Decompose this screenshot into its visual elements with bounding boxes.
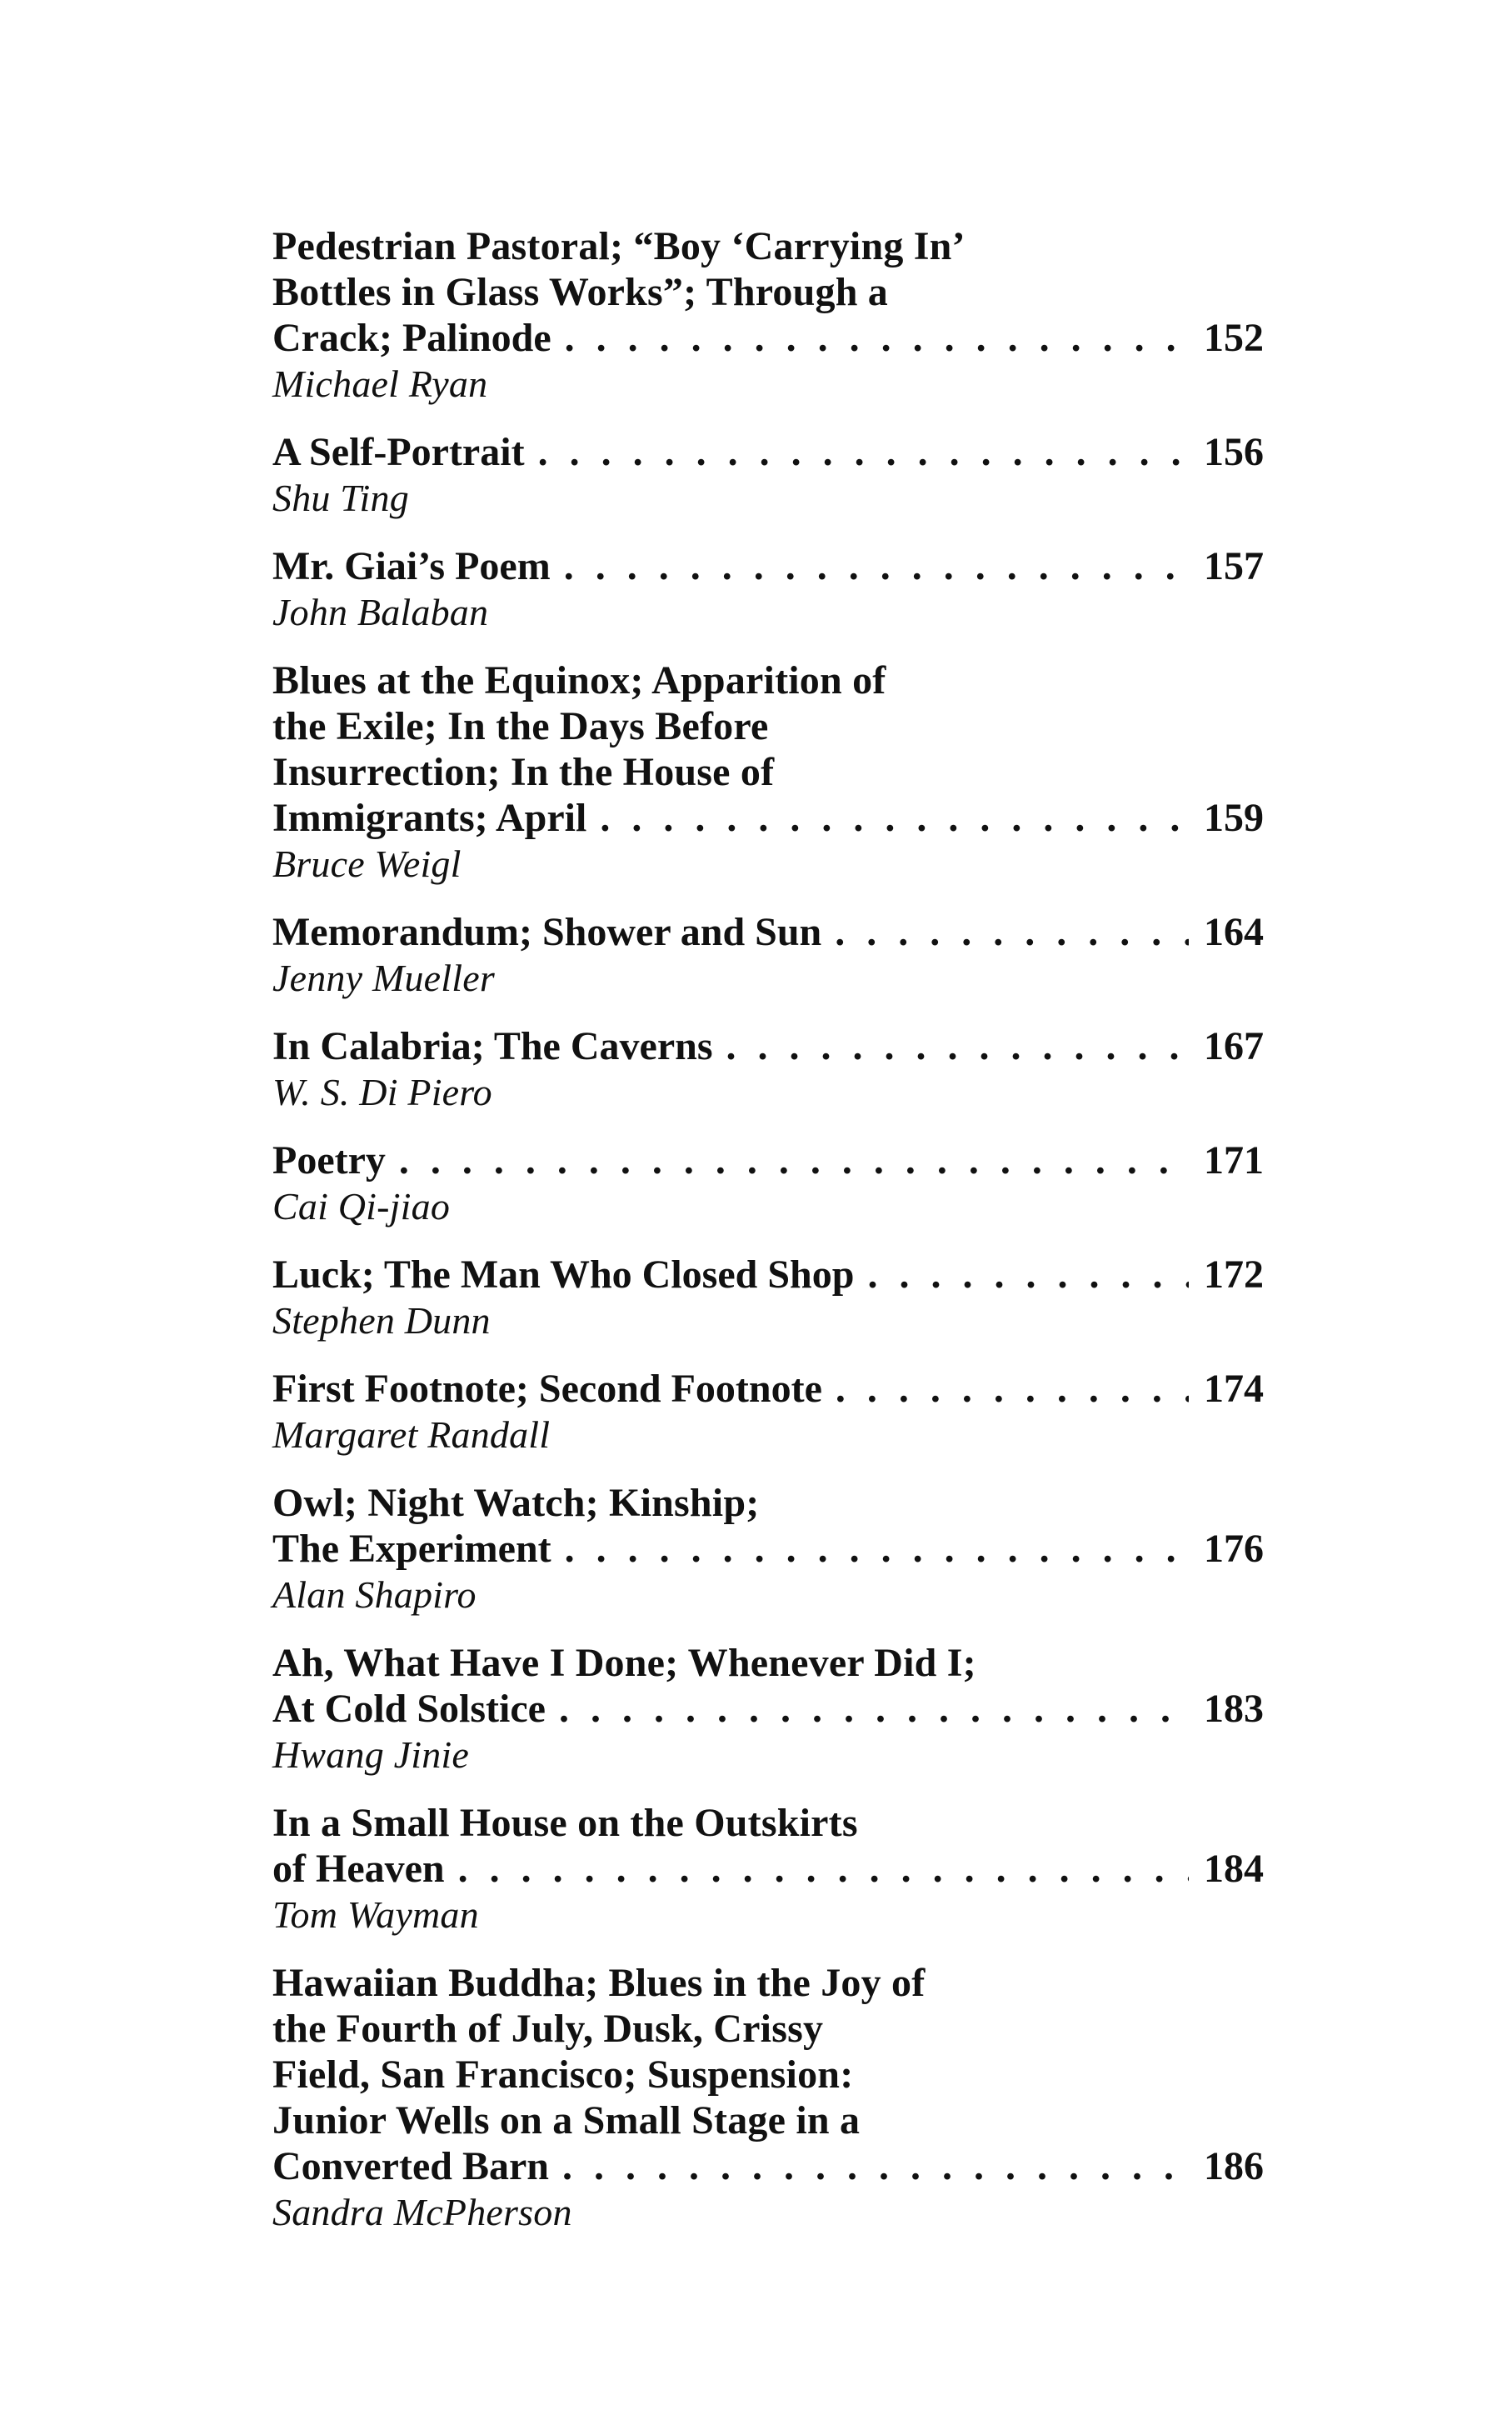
entry-title-line: Bottles in Glass Works”; Through a	[272, 270, 888, 314]
entry-title-final-line	[272, 795, 1264, 841]
page-number: 164	[1204, 910, 1264, 954]
entry-title-final-line	[272, 2143, 1264, 2189]
entry-author: W. S. Di Piero	[272, 1071, 492, 1113]
entry-title-line: Pedestrian Pastoral; “Boy ‘Carrying In’	[272, 224, 966, 268]
entry-title-final-line	[272, 1023, 1264, 1069]
entry-title-line: Ah, What Have I Done; Whenever Did I;	[272, 1641, 976, 1685]
entry-title-text: First Footnote; Second Footnote	[272, 1367, 822, 1411]
dot-leader	[726, 1023, 1190, 1069]
dot-leader	[562, 2143, 1189, 2189]
entry-title-final-line	[272, 909, 1264, 955]
page-number: 157	[1204, 544, 1264, 588]
entry-title-final-line	[272, 429, 1264, 475]
toc-entry	[272, 1640, 1264, 1778]
toc-entry	[272, 429, 1264, 521]
entry-title-text: Immigrants; April	[272, 796, 587, 840]
toc-entry	[272, 1252, 1264, 1343]
entry-author: Tom Wayman	[272, 1893, 479, 1936]
entry-title-text: Crack; Palinode	[272, 316, 551, 360]
entry-title-text: The Experiment	[272, 1527, 551, 1571]
entry-author: Bruce Weigl	[272, 842, 462, 885]
toc-entry	[272, 909, 1264, 1001]
dot-leader	[564, 543, 1189, 589]
entry-title-text: A Self-Portrait	[272, 430, 525, 474]
toc-entry	[272, 1138, 1264, 1229]
entry-title-line: In a Small House on the Outskirts	[272, 1801, 858, 1845]
entry-title-line: Field, San Francisco; Suspension:	[272, 2052, 854, 2097]
entry-author: John Balaban	[272, 591, 489, 633]
dot-leader	[565, 315, 1189, 361]
entry-author: Margaret Randall	[272, 1413, 551, 1456]
toc-entry	[272, 1366, 1264, 1458]
dot-leader	[836, 1366, 1189, 1412]
table-of-contents	[272, 223, 1264, 2258]
entry-title-line: the Exile; In the Days Before	[272, 704, 769, 748]
entry-author: Stephen Dunn	[272, 1299, 491, 1342]
entry-title-final-line	[272, 1366, 1264, 1412]
page-number: 186	[1204, 2144, 1264, 2188]
entry-title-line: Junior Wells on a Small Stage in a	[272, 2098, 861, 2142]
entry-title-final-line	[272, 1526, 1264, 1572]
entry-title-text: Luck; The Man Who Closed Shop	[272, 1252, 855, 1297]
dot-leader	[458, 1846, 1189, 1892]
toc-entry	[272, 1960, 1264, 2235]
entry-author: Cai Qi-jiao	[272, 1185, 451, 1228]
entry-title-final-line	[272, 543, 1264, 589]
entry-author: Alan Shapiro	[272, 1573, 477, 1616]
entry-author: Jenny Mueller	[272, 957, 495, 999]
entry-title-final-line	[272, 1846, 1264, 1892]
entry-title-final-line	[272, 1252, 1264, 1298]
page-number: 159	[1204, 796, 1264, 840]
entry-title-text: At Cold Solstice	[272, 1687, 546, 1731]
toc-entry	[272, 1800, 1264, 1938]
toc-entry	[272, 1023, 1264, 1115]
page-number: 156	[1204, 430, 1264, 474]
entry-title-text: of Heaven	[272, 1847, 445, 1891]
entry-author: Hwang Jinie	[272, 1733, 469, 1776]
entry-title-text: Converted Barn	[272, 2144, 549, 2188]
page-number: 152	[1204, 316, 1264, 360]
entry-title-text: In Calabria; The Caverns	[272, 1024, 713, 1068]
dot-leader	[399, 1138, 1189, 1183]
dot-leader	[538, 429, 1189, 475]
dot-leader	[600, 795, 1189, 841]
dot-leader	[565, 1526, 1189, 1572]
entry-title-line: Owl; Night Watch; Kinship;	[272, 1481, 760, 1525]
entry-title-final-line	[272, 1138, 1264, 1183]
dot-leader	[867, 1252, 1189, 1298]
entry-author: Sandra McPherson	[272, 2191, 572, 2233]
page-number: 171	[1204, 1138, 1264, 1182]
entry-title-line: Insurrection; In the House of	[272, 750, 775, 794]
entry-title-text: Poetry	[272, 1138, 386, 1182]
dot-leader	[835, 909, 1189, 955]
entry-title-text: Mr. Giai’s Poem	[272, 544, 551, 588]
entry-author: Shu Ting	[272, 477, 409, 519]
toc-entry	[272, 658, 1264, 887]
toc-entry	[272, 1480, 1264, 1618]
entry-title-final-line	[272, 315, 1264, 361]
entry-title-line: the Fourth of July, Dusk, Crissy	[272, 2007, 824, 2051]
entry-title-line: Hawaiian Buddha; Blues in the Joy of	[272, 1961, 926, 2005]
page-number: 183	[1204, 1687, 1264, 1731]
page-number: 174	[1204, 1367, 1264, 1411]
page-number: 172	[1204, 1252, 1264, 1297]
page-number: 176	[1204, 1527, 1264, 1571]
entry-title-line: Blues at the Equinox; Apparition of	[272, 658, 886, 702]
dot-leader	[559, 1686, 1189, 1732]
page-number: 184	[1204, 1847, 1264, 1891]
page-number: 167	[1204, 1024, 1264, 1068]
toc-entry	[272, 223, 1264, 407]
entry-title-final-line	[272, 1686, 1264, 1732]
entry-title-text: Memorandum; Shower and Sun	[272, 910, 822, 954]
entry-author: Michael Ryan	[272, 362, 488, 405]
toc-entry	[272, 543, 1264, 635]
